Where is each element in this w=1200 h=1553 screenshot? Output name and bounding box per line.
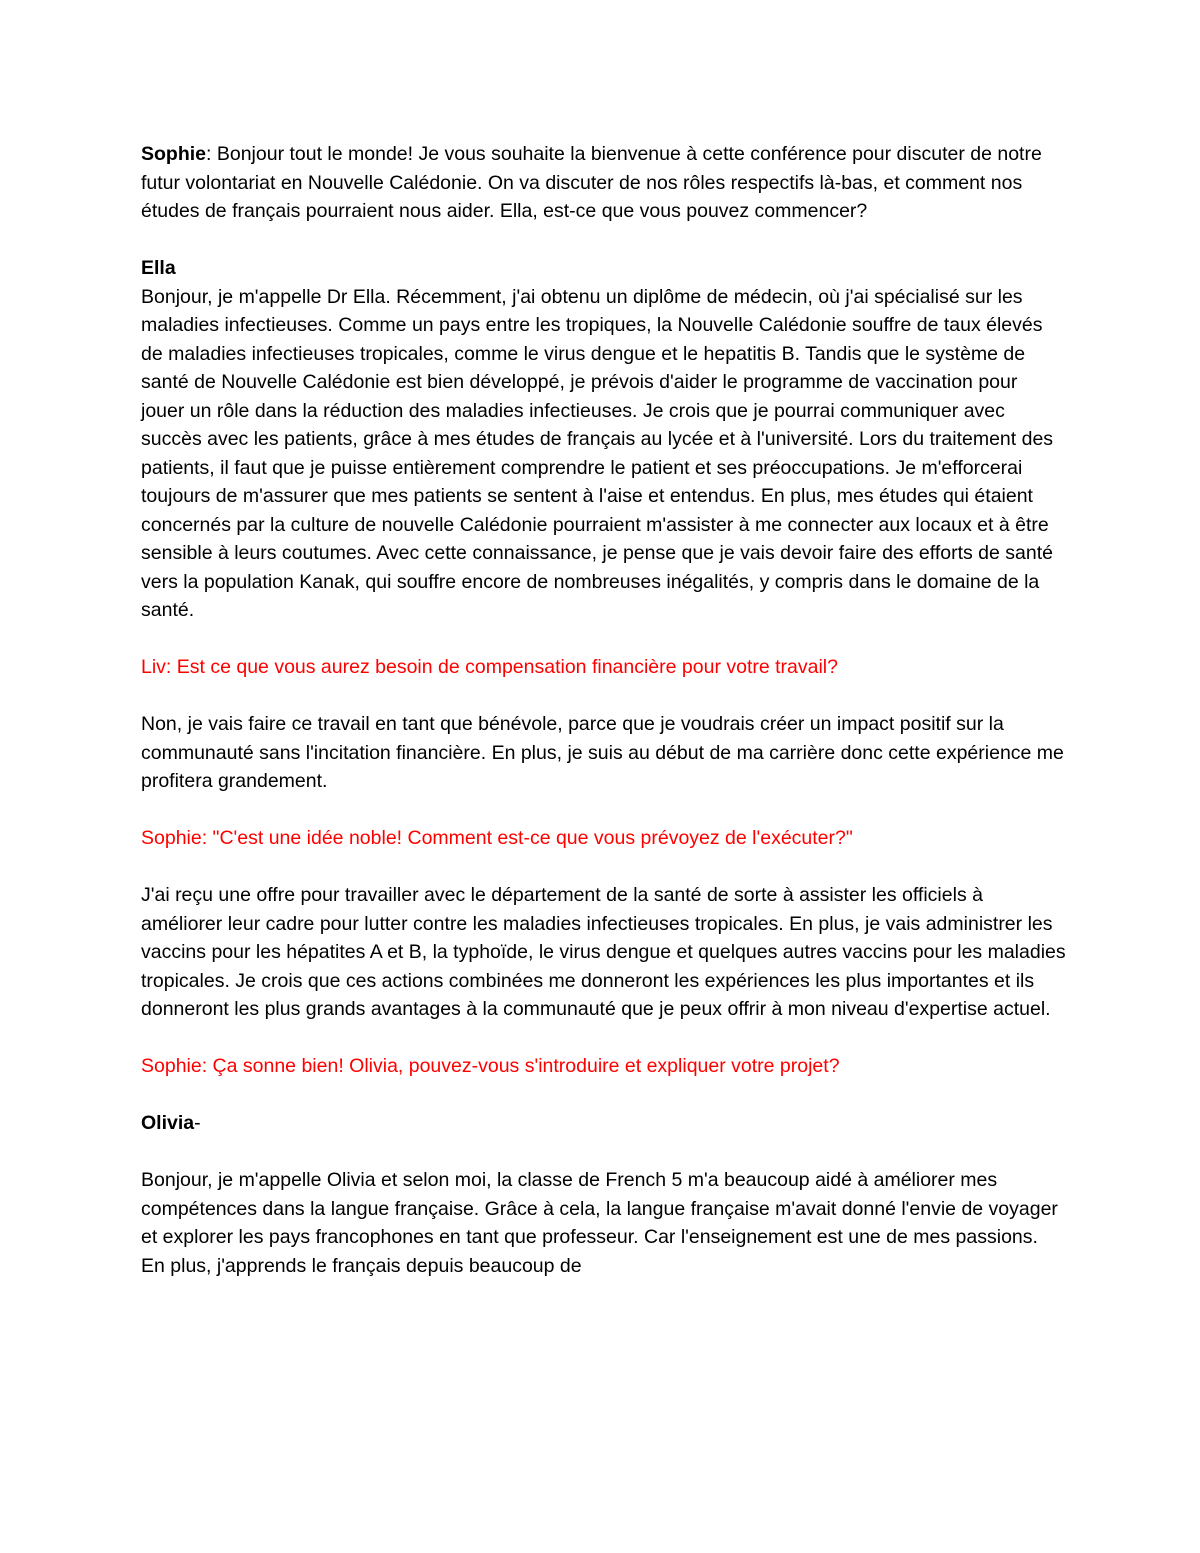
ella-heading-label: Ella: [141, 257, 176, 279]
olivia-intro-text: Bonjour, je m'appelle Olivia et selon moi, la classe de French 5 m'a beaucoup aidé à améliorer mes compétences dans la langue française. Grâce à cela, la langue française m'avait donné l'envie de voyager et explorer les pays francophones en tant que professeur. Car l'enseignement est une de mes passions. En plus, j'apprends le français depuis beaucoup de: [141, 1169, 1058, 1277]
ella-heading: [141, 254, 1066, 283]
ella-answer-compensation: Non, je vais faire ce travail en tant que bénévole, parce que je voudrais créer un impact positif sur la communauté sans l'incitation financière. En plus, je suis au début de ma carrière donc cette expérience me profitera grandement.: [141, 713, 1064, 792]
olivia-heading: [141, 1109, 1066, 1138]
ella-section: [141, 254, 1066, 625]
intro-paragraph: [141, 140, 1066, 226]
intro-text: : Bonjour tout le monde! Je vous souhaite la bienvenue à cette conférence pour discuter de notre futur volontariat en Nouvelle Calédonie. On va discuter de nos rôles respectifs là-bas, et comment nos études de français pourraient nous aider. Ella, est-ce que vous pouvez commencer?: [141, 143, 1042, 222]
ella-answer-execution: J'ai reçu une offre pour travailler avec le département de la santé de sorte à assister les officiels à améliorer leur cadre pour lutter contre les maladies infectieuses tropicales. En plus, je vais administrer les vaccins pour les hépatites A et B, la typhoïde, le virus dengue et quelques autres vaccins pour les maladies tropicales. Je crois que ces actions combinées me donneront les expériences les plus importantes et ils donneront les plus grands avantages à la communauté que je peux offrir à mon niveau d'expertise actuel.: [141, 884, 1066, 1020]
speaker-name: Sophie: [141, 143, 207, 165]
ella-intro-text: Bonjour, je m'appelle Dr Ella. Récemment, j'ai obtenu un diplôme de médecin, où j'ai spécialisé sur les maladies infectieuses. Comme un pays entre les tropiques, la Nouvelle Calédonie souffre de taux élevés de maladies infectieuses tropicales, comme le virus dengue et le hepatitis B. Tandis que le système de santé de Nouvelle Calédonie est bien développé, je prévois d'aider le programme de vaccination pour jouer un rôle dans la réduction des maladies infectieuses. Je crois que je pourrai communiquer avec succès avec les patients, grâce à mes études de français au lycée et à l'université. Lors du traitement des patients, il faut que je puisse entièrement comprendre le patient et ses préoccupations. Je m'efforcerai toujours de m'assurer que mes patients se sentent à l'aise et entendus. En plus, mes études qui étaient concernés par la culture de nouvelle Calédonie pourraient m'assister à me connecter aux locaux et à être sensible à leurs coutumes. Avec cette connaissance, je pense que je vais devoir faire des efforts de santé vers la population Kanak, qui souffre encore de nombreuses inégalités, y compris dans le domaine de la santé.: [141, 285, 1054, 621]
liv-question: Liv: Est ce que vous aurez besoin de compensation financière pour votre travail?: [141, 656, 838, 678]
sophie-question-execution: Sophie: "C'est une idée noble! Comment est-ce que vous prévoyez de l'exécuter?": [141, 827, 853, 849]
document-page: [141, 140, 1066, 1280]
olivia-heading-suffix: -: [194, 1112, 201, 1134]
sophie-question-olivia: Sophie: Ça sonne bien! Olivia, pouvez-vous s'introduire et expliquer votre projet?: [141, 1055, 840, 1077]
olivia-heading-label: Olivia: [141, 1112, 195, 1134]
